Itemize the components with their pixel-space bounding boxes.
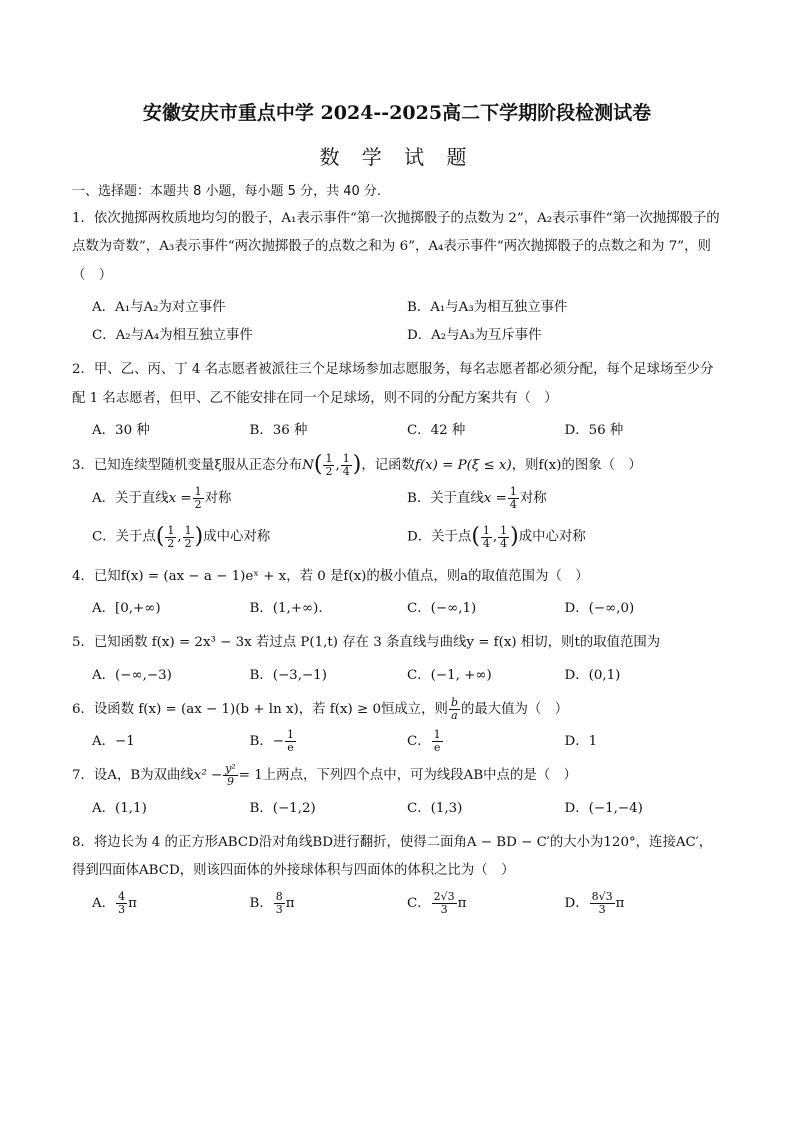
option-c[interactable]: C．关于点( $\frac{1}{2}$ , $\frac{1}{2}$ )成中心对称 [92,523,271,550]
question-stem: 8．将边长为 4 的正方形ABCD沿对角线BD进行翻折，使得二面角A − BD − C′的大小为120°，连接AC′，得到四面体ABCD，则该四面体的外接球体积与四面体的体积之比为（ ） [72,834,713,879]
option-b[interactable]: B．36 种 [249,423,308,439]
option-b[interactable]: B．关于直线x = $\frac{1}{4}$ 对称 [407,485,547,512]
question-1 [72,205,722,351]
question-stem: 1．依次抛掷两枚质地均匀的骰子，A₁表示事件“第一次抛掷骰子的点数为 2”，A₂表示事件“第一次抛掷骰子的点数为奇数”，A₃表示事件“两次抛掷骰子的点数之和为 6”，A₄表示事件“两次抛掷骰子的点数之和为 7”，则（ ） [72,210,720,283]
option-d[interactable]: D．(0,1) [564,667,621,683]
option-c[interactable]: C． $\frac{2√3}{3}$ π [407,889,467,916]
question-2 [72,356,722,445]
question-stem: 4．已知f(x) = (ax − a − 1)eˣ + x，若 0 是f(x)的极小值点，则a的取值范围为（ ） [72,568,589,584]
fraction: $\frac{1}{2}$ [325,451,333,478]
option-c[interactable]: C．(−∞,1) [407,601,477,617]
option-a[interactable]: A．关于直线x = $\frac{1}{2}$ 对称 [92,485,232,512]
option-b[interactable]: B．− $\frac{1}{e}$ [249,728,294,755]
option-a[interactable]: A．30 种 [92,423,150,439]
fraction: $\frac{1}{4}$ [342,451,350,478]
exam-subtitle: 数 学 试 题 [319,144,475,169]
question-6 [72,696,722,757]
options [72,890,722,918]
option-a[interactable]: A．(−∞,−3) [92,667,172,683]
option-d[interactable]: D．A₂与A₃为互斥事件 [407,328,542,344]
question-5 [72,629,722,690]
option-d[interactable]: D． $\frac{8√3}{3}$ π [564,889,625,916]
option-a[interactable]: A．(1,1) [92,800,147,816]
options [72,795,722,823]
question-stem: 6．设函数 f(x) = (ax − 1)(b + ln x)，若 f(x) ≥ 0恒成立，则 $\frac{b}{a}$ 的最大值为（ ） [72,695,569,722]
option-d[interactable]: D．1 [564,734,598,750]
option-a[interactable]: A．−1 [92,734,135,750]
options [72,417,722,445]
question-stem: 3．已知连续型随机变量ξ服从正态分布N( $\frac{1}{2}$ , $\frac{1}{4}$ )，记函数f(x) = P(ξ ≤ x)，则f(x)的图象（ ） [72,451,642,478]
option-c[interactable]: C．(−1, +∞) [407,667,492,683]
question-8 [72,829,722,918]
option-a[interactable]: A．[0,+∞) [92,601,161,617]
options [72,480,722,557]
question-stem: 2．甲、乙、丙、丁 4 名志愿者被派往三个足球场参加志愿服务，每名志愿者都必须分配，每个足球场至少分配 1 名志愿者，但甲、乙不能安排在同一个足球场，则不同的分配方案共有（ ） [72,362,714,406]
option-d[interactable]: D．关于点( $\frac{1}{4}$ , $\frac{1}{4}$ )成中心对称 [407,523,586,550]
question-stem: 7．设A，B为双曲线x² − $\frac{\text{y²}}{9}$ = 1上两点，下列四个点中，可为线段AB中点的是（ ） [72,762,577,789]
option-a[interactable]: A． $\frac{4}{3}$ π [92,889,137,916]
option-b[interactable]: B．(−3,−1) [249,667,327,683]
options [72,728,722,756]
question-3 [72,451,722,557]
option-b[interactable]: B．(1,+∞). [249,601,323,617]
option-c[interactable]: C．A₂与A₄为相互独立事件 [92,328,253,344]
option-a[interactable]: A．A₁与A₂为对立事件 [92,300,226,316]
option-d[interactable]: D．56 种 [564,423,624,439]
question-stem: 5．已知函数 f(x) = 2x³ − 3x 若过点 P(1,t) 存在 3 条直线与曲线y = f(x) 相切，则t的取值范围为 [72,635,661,651]
exam-title: 安徽安庆市重点中学 2024--2025高二下学期阶段检测试卷 [142,102,652,124]
options [72,595,722,623]
option-c[interactable]: C．42 种 [407,423,466,439]
option-d[interactable]: D．(−∞,0) [564,601,635,617]
question-7 [72,762,722,823]
question-4 [72,563,722,624]
options [72,294,722,350]
option-b[interactable]: B．(−1,2) [249,800,316,816]
option-b[interactable]: B．A₁与A₃为相互独立事件 [407,300,568,316]
option-b[interactable]: B． $\frac{8}{3}$ π [249,889,295,916]
option-c[interactable]: C． $\frac{1}{e}$ [407,728,441,755]
section-heading: 一、选择题：本题共 8 小题，每小题 5 分，共 40 分. [72,183,382,199]
option-c[interactable]: C．(1,3) [407,800,463,816]
options [72,662,722,690]
option-d[interactable]: D．(−1,−4) [564,800,643,816]
